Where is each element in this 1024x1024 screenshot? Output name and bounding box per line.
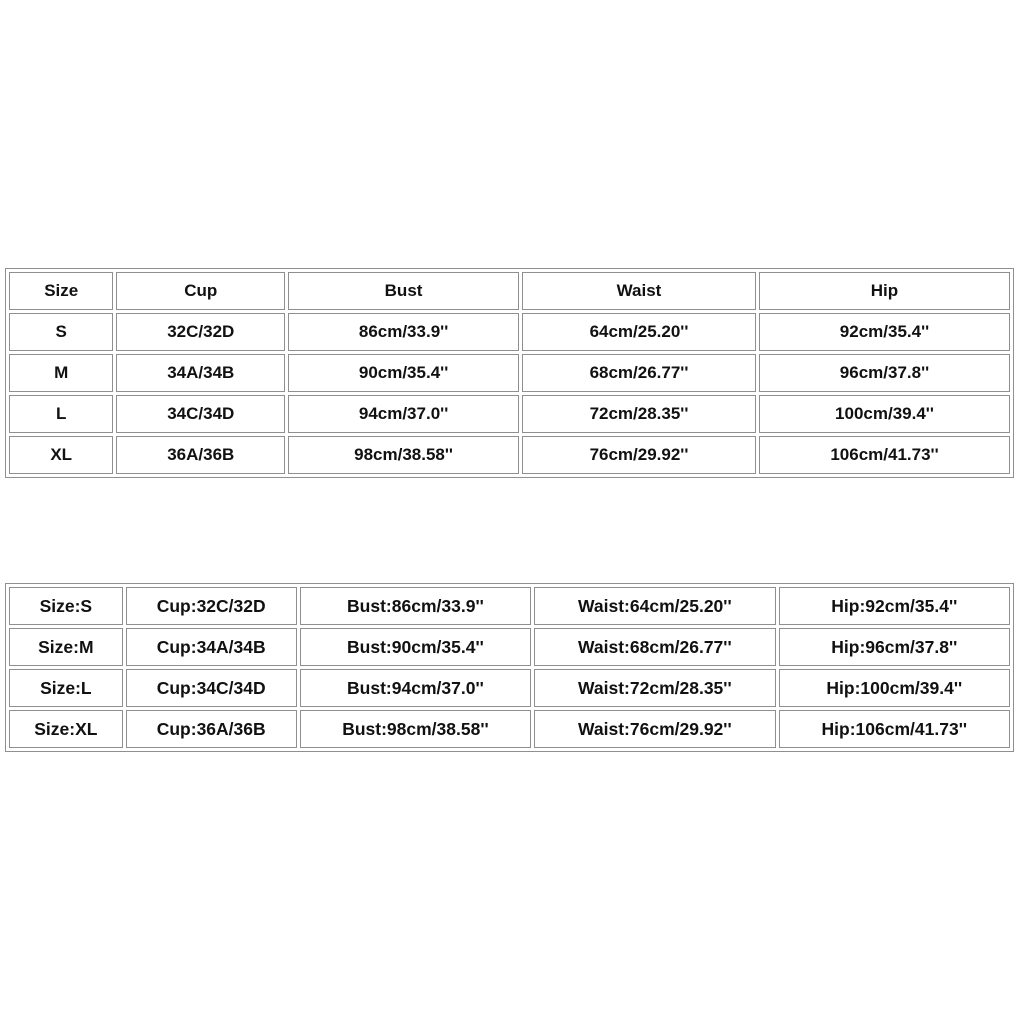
table-cell: Bust:90cm/35.4'' bbox=[300, 628, 531, 666]
table-row bbox=[9, 395, 1010, 433]
table-cell: Cup:34C/34D bbox=[126, 669, 297, 707]
table-cell: Waist:72cm/28.35'' bbox=[534, 669, 775, 707]
table-cell: Waist:68cm/26.77'' bbox=[534, 628, 775, 666]
table-cell: 68cm/26.77'' bbox=[522, 354, 756, 392]
table-cell: Waist:64cm/25.20'' bbox=[534, 587, 775, 625]
table-cell: 64cm/25.20'' bbox=[522, 313, 756, 351]
table-cell: Bust:86cm/33.9'' bbox=[300, 587, 531, 625]
table-cell: 98cm/38.58'' bbox=[288, 436, 519, 474]
table-cell: Cup:36A/36B bbox=[126, 710, 297, 748]
table-cell: 96cm/37.8'' bbox=[759, 354, 1010, 392]
table-header-row bbox=[9, 272, 1010, 310]
table-cell: M bbox=[9, 354, 113, 392]
size-chart-table bbox=[5, 268, 1014, 478]
table-cell: 32C/32D bbox=[116, 313, 285, 351]
table-cell: 34A/34B bbox=[116, 354, 285, 392]
table-cell: Size:L bbox=[9, 669, 123, 707]
table-row bbox=[9, 710, 1010, 748]
table-row bbox=[9, 628, 1010, 666]
header-cell-bust: Bust bbox=[288, 272, 519, 310]
table-row bbox=[9, 313, 1010, 351]
table-cell: Size:XL bbox=[9, 710, 123, 748]
table-cell: 34C/34D bbox=[116, 395, 285, 433]
table-cell: Hip:96cm/37.8'' bbox=[779, 628, 1010, 666]
table-row bbox=[9, 669, 1010, 707]
table-cell: 76cm/29.92'' bbox=[522, 436, 756, 474]
table-cell: 100cm/39.4'' bbox=[759, 395, 1010, 433]
table-cell: L bbox=[9, 395, 113, 433]
table-cell: 94cm/37.0'' bbox=[288, 395, 519, 433]
table-cell: Waist:76cm/29.92'' bbox=[534, 710, 775, 748]
header-cell-waist: Waist bbox=[522, 272, 756, 310]
table-cell: 90cm/35.4'' bbox=[288, 354, 519, 392]
table-cell: Bust:98cm/38.58'' bbox=[300, 710, 531, 748]
size-chart-labeled-table bbox=[5, 583, 1014, 752]
table-cell: Cup:32C/32D bbox=[126, 587, 297, 625]
table-row bbox=[9, 436, 1010, 474]
table-cell: Size:S bbox=[9, 587, 123, 625]
table-cell: Size:M bbox=[9, 628, 123, 666]
table-cell: XL bbox=[9, 436, 113, 474]
table-row bbox=[9, 354, 1010, 392]
table-cell: 86cm/33.9'' bbox=[288, 313, 519, 351]
table-cell: 36A/36B bbox=[116, 436, 285, 474]
table-cell: Cup:34A/34B bbox=[126, 628, 297, 666]
header-cell-cup: Cup bbox=[116, 272, 285, 310]
table-cell: Hip:92cm/35.4'' bbox=[779, 587, 1010, 625]
table-cell: 92cm/35.4'' bbox=[759, 313, 1010, 351]
table-cell: Hip:106cm/41.73'' bbox=[779, 710, 1010, 748]
table-cell: Hip:100cm/39.4'' bbox=[779, 669, 1010, 707]
table-cell: Bust:94cm/37.0'' bbox=[300, 669, 531, 707]
table-cell: S bbox=[9, 313, 113, 351]
table-row bbox=[9, 587, 1010, 625]
header-cell-size: Size bbox=[9, 272, 113, 310]
table-cell: 72cm/28.35'' bbox=[522, 395, 756, 433]
table-cell: 106cm/41.73'' bbox=[759, 436, 1010, 474]
header-cell-hip: Hip bbox=[759, 272, 1010, 310]
